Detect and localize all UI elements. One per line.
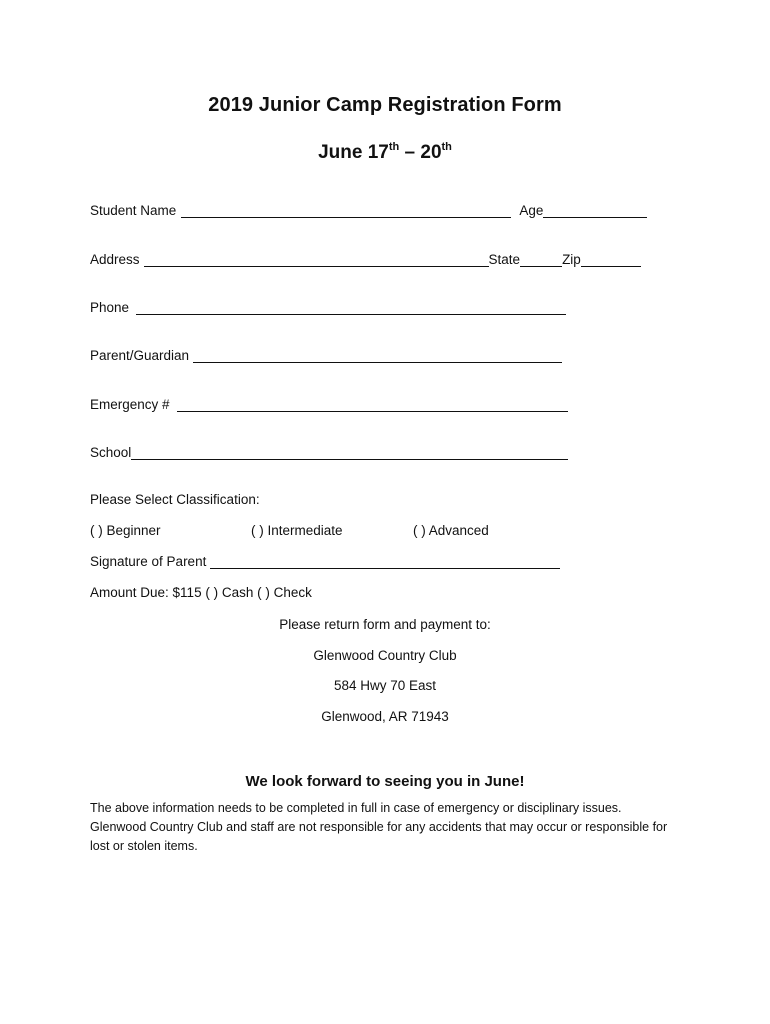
closing-headline: We look forward to seeing you in June!	[245, 773, 525, 790]
age-field[interactable]	[543, 203, 647, 218]
return-city: Glenwood, AR 71943	[321, 709, 449, 724]
dates-end-suffix: th	[441, 141, 452, 153]
state-label: State	[488, 252, 521, 267]
zip-field[interactable]	[581, 252, 641, 267]
option-beginner[interactable]: ( ) Beginner	[90, 523, 161, 538]
school-field[interactable]	[131, 445, 568, 460]
phone-row	[90, 300, 566, 315]
amount-due-label: Amount Due: $115 ( ) Cash ( ) Check	[90, 585, 312, 600]
return-street: 584 Hwy 70 East	[333, 678, 437, 693]
amount-due-row	[90, 585, 312, 600]
parent-guardian-label: Parent/Guardian	[90, 348, 190, 363]
signature-field[interactable]	[210, 554, 560, 569]
student-name-row	[90, 203, 647, 218]
phone-label: Phone	[90, 300, 130, 315]
student-name-label: Student Name	[90, 203, 177, 218]
option-advanced[interactable]: ( ) Advanced	[413, 523, 489, 538]
state-field[interactable]	[520, 252, 562, 267]
school-row	[90, 445, 568, 460]
return-instruction: Please return form and payment to:	[279, 617, 491, 632]
address-label: Address	[90, 252, 140, 267]
zip-label: Zip	[562, 252, 581, 267]
address-row	[90, 252, 641, 267]
school-label: School	[90, 445, 132, 460]
parent-guardian-field[interactable]	[193, 348, 562, 363]
return-club-name: Glenwood Country Club	[313, 648, 457, 663]
address-field[interactable]	[144, 252, 489, 267]
signature-label: Signature of Parent	[90, 554, 207, 569]
emergency-row	[90, 397, 568, 412]
age-label: Age	[519, 203, 544, 218]
phone-field[interactable]	[136, 300, 566, 315]
parent-guardian-row	[90, 348, 562, 363]
classification-prompt-row	[90, 492, 260, 507]
emergency-label: Emergency #	[90, 397, 170, 412]
form-title: 2019 Junior Camp Registration Form	[208, 94, 562, 116]
option-intermediate[interactable]: ( ) Intermediate	[251, 523, 343, 538]
dates-end: – 20	[399, 142, 442, 163]
emergency-field[interactable]	[177, 397, 568, 412]
student-name-field[interactable]	[181, 203, 511, 218]
disclaimer-note: The above information needs to be completed in full in case of emergency or disciplinary issues. Glenwood Country Club and staff are not responsible for any accidents that may occur or responsible for lost or stolen items.	[90, 801, 668, 853]
classification-prompt: Please Select Classification:	[90, 492, 260, 507]
classification-options	[90, 523, 489, 538]
dates-start-suffix: th	[388, 141, 400, 153]
camp-dates	[0, 142, 770, 164]
dates-start: June 17	[318, 142, 389, 163]
signature-row	[90, 554, 560, 569]
